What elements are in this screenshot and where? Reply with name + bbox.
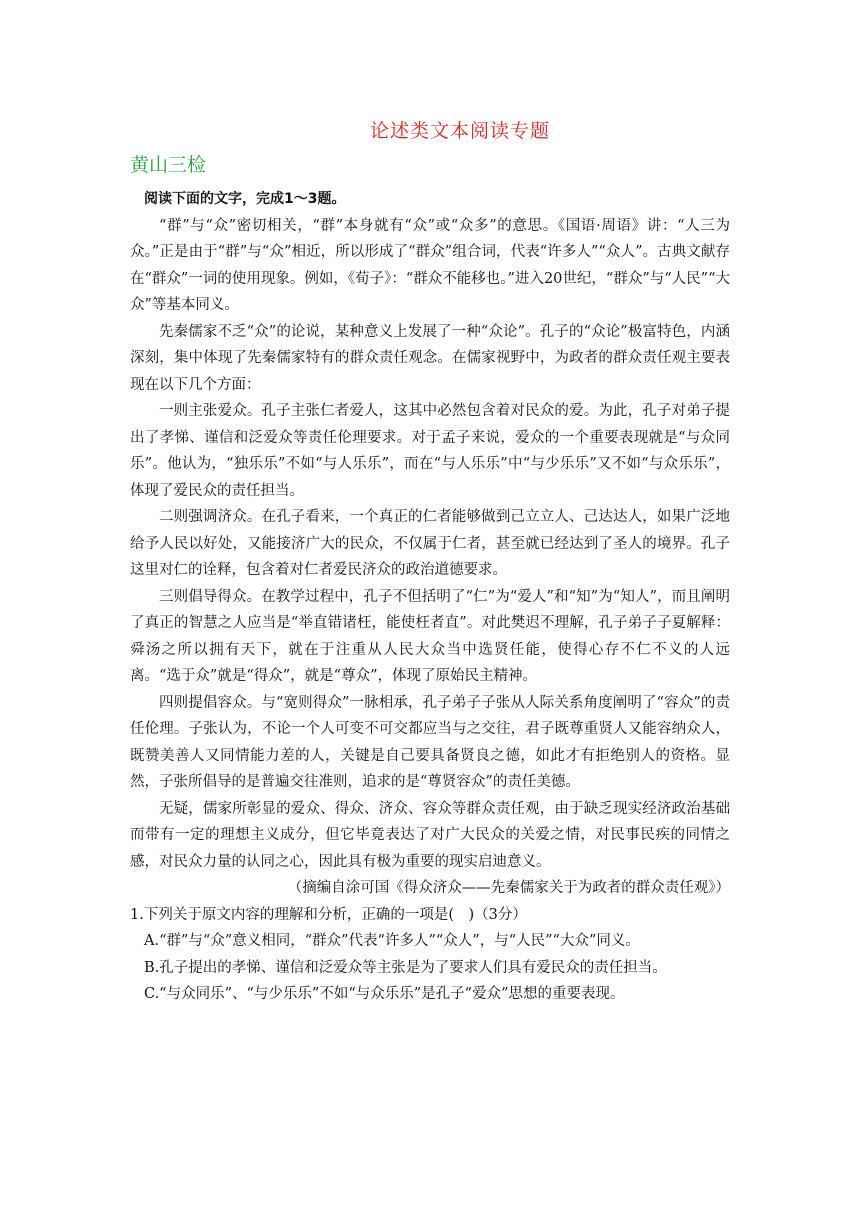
- paragraph-6: 四则提倡容众。与“宽则得众”一脉相承，孔子弟子子张从人际关系角度阐明了“容众”的责任伦理。子张认为，不论一个人可变不可交都应当与之交往，君子既尊重贤人又能容纳众人，既赞美善人又同情能力差的人，关键是自己要具备贤良之德，如此才有拒绝别人的资格。显然，子张所倡导的是普遍交往准则，追求的是“尊贤容众”的责任美德。: [130, 694, 730, 790]
- paragraph-2: 先秦儒家不乏“众”的论说，某种意义上发展了一种“众论”。孔子的“众论”极富特色，内涵深刻，集中体现了先秦儒家特有的群众责任观念。在儒家视野中，为政者的群众责任观主要表现在以下几个方面：: [130, 323, 730, 393]
- option-c: C.“与众同乐”、“与少乐乐”不如“与众乐乐”是孔子“爱众”思想的重要表现。: [144, 986, 625, 1002]
- paragraph-1: “群”与“众”密切相关，“群”本身就有“众”或“众多”的意思。《国语·周语》讲：“人三为众。”正是由于“群”与“众”相近，所以形成了“群众”组合词，代表“许多人”“众人”。古典文献存在“群众”一词的使用现象。例如，《荀子》：“群众不能移也。”进入20世纪，“群众”与“人民”“大众”等基本同义。: [130, 217, 730, 313]
- paragraph-7: 无疑，儒家所彰显的爱众、得众、济众、容众等群众责任观，由于缺乏现实经济政治基础而带有一定的理想主义成分，但它毕竟表达了对广大民众的关爱之情，对民事民疾的同情之感，对民众力量的认同之心，因此具有极为重要的现实启迪意义。: [130, 800, 730, 870]
- option-b: B.孔子提出的孝悌、谨信和泛爱众等主张是为了要求人们具有爱民众的责任担当。: [144, 959, 667, 976]
- source-citation: （摘编自涂可国《得众济众——先秦儒家关于为政者的群众责任观》）: [287, 880, 730, 896]
- paragraph-5: 三则倡导得众。在教学过程中，孔子不但括明了“仁”为“爱人”和“知”为“知人”，而且阐明了真正的智慧之人应当是“举直错诸枉，能使枉者直”。对此樊迟不理解，孔子弟子子夏解释：舜汤之所以拥有天下，就在于注重从人民大众当中选贤任能，使得心存不仁不义的人远离。“选于众”就是“得众”，就是“尊众”，体现了原始民主精神。: [130, 588, 730, 684]
- paragraph-4: 二则强调济众。在孔子看来，一个真正的仁者能够做到己立立人、己达达人，如果广泛地给予人民以好处，又能接济广大的民众，不仅属于仁者，甚至就已经达到了圣人的境界。孔子这里对仁的诠释，包含着对仁者爱民济众的政治道德要求。: [130, 509, 730, 578]
- paragraph-3: 一则主张爱众。孔子主张仁者爱人，这其中必然包含着对民众的爱。为此，孔子对弟子提出了孝悌、谨信和泛爱众等责任伦理要求。对于孟子来说，爱众的一个重要表现就是“与众同乐”。他认为，“独乐乐”不如“与人乐乐”，而在“与人乐乐”中“与少乐乐”又不如“与众乐乐”，体现了爱民众的责任担当。: [130, 403, 730, 499]
- article-content: [130, 186, 730, 1008]
- section-subtitle: 黄山三检: [130, 154, 207, 176]
- page-title: 论述类文本阅读专题: [369, 120, 550, 142]
- question-1: 1.下列关于原文内容的理解和分析，正确的一项是( )（3分）: [130, 906, 527, 923]
- reading-instruction: 阅读下面的文字，完成1～3题。: [144, 191, 346, 207]
- option-a: A.“群”与“众”意义相同，“群众”代表“许多人”“众人”，与“人民”“大众”同义。: [144, 933, 640, 949]
